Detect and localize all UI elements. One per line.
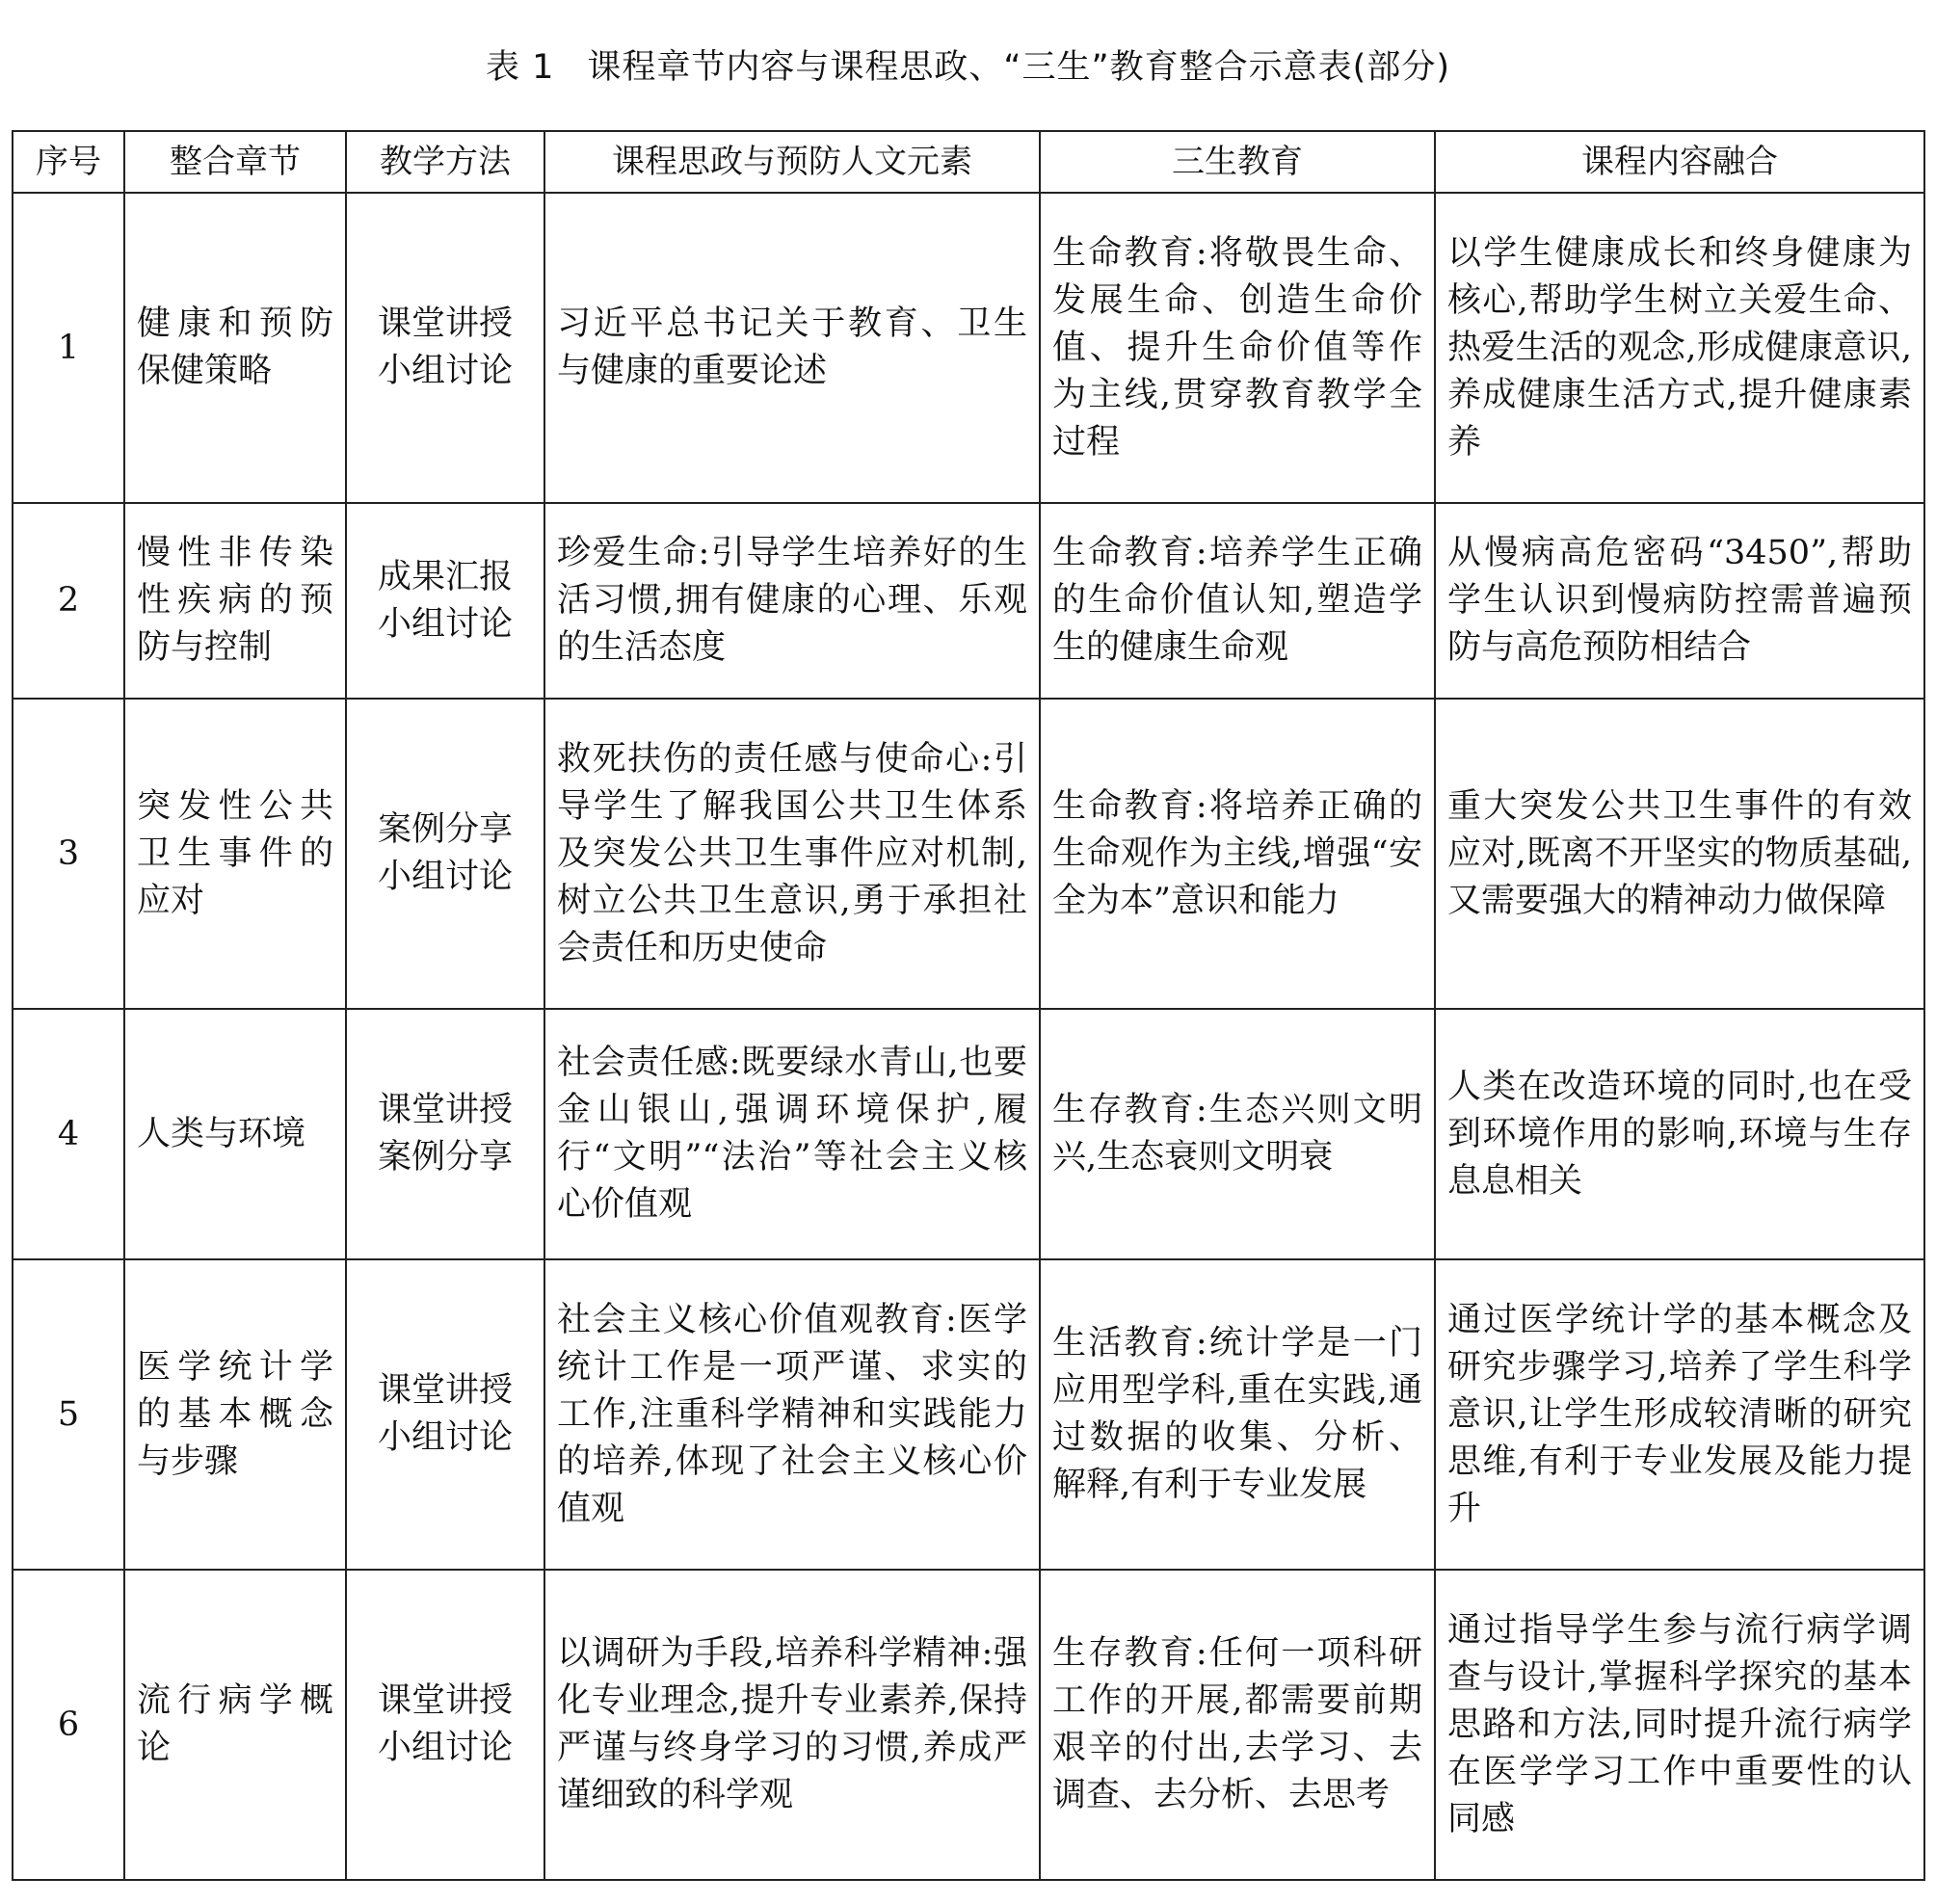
method-item: 案例分享 — [377, 810, 513, 849]
header-ideology: 课程思政与预防人文元素 — [544, 131, 1040, 193]
method-item: 案例分享 — [377, 1138, 513, 1177]
row-chapter: 人类与环境 — [124, 1009, 346, 1259]
row-method — [346, 1259, 544, 1570]
method-item: 课堂讲授 — [377, 1091, 513, 1129]
row-chapter: 医学统计学的基本概念与步骤 — [124, 1259, 346, 1570]
header-integration: 课程内容融合 — [1435, 131, 1924, 193]
method-item: 小组讨论 — [377, 604, 513, 644]
method-item: 课堂讲授 — [377, 1681, 513, 1720]
row-method — [346, 699, 544, 1009]
row-chapter: 慢性非传染性疾病的预防与控制 — [124, 503, 346, 699]
row-number: 1 — [13, 193, 124, 503]
method-item: 小组讨论 — [377, 352, 513, 390]
method-item: 成果汇报 — [377, 557, 513, 596]
method-item: 课堂讲授 — [377, 304, 513, 343]
row-integration: 从慢病高危密码“3450”,帮助学生认识到慢病防控需普遍预防与高危预防相结合 — [1435, 503, 1924, 699]
row-integration: 重大突发公共卫生事件的有效应对,既离不开坚实的物质基础,又需要强大的精神动力做保障 — [1435, 699, 1924, 1009]
row-integration: 人类在改造环境的同时,也在受到环境作用的影响,环境与生存息息相关 — [1435, 1009, 1924, 1259]
method-item: 小组讨论 — [377, 1729, 513, 1767]
row-number: 5 — [13, 1259, 124, 1570]
row-integration: 通过指导学生参与流行病学调查与设计,掌握科学探究的基本思路和方法,同时提升流行病学在医学学习工作中重要性的认同感 — [1435, 1570, 1924, 1880]
row-method — [346, 1570, 544, 1880]
row-number: 6 — [13, 1570, 124, 1880]
header-three-life: 三生教育 — [1040, 131, 1435, 193]
table-row — [13, 193, 1924, 503]
header-chapter: 整合章节 — [124, 131, 346, 193]
row-chapter: 流行病学概论 — [124, 1570, 346, 1880]
table-row — [13, 699, 1924, 1009]
table-caption — [0, 40, 1936, 89]
table-title: 课程章节内容与课程思政、“三生”教育整合示意表(部分) — [587, 48, 1450, 87]
row-three-life: 生命教育:将培养正确的生命观作为主线,增强“安全为本”意识和能力 — [1040, 699, 1435, 1009]
row-number: 2 — [13, 503, 124, 699]
table-row — [13, 1570, 1924, 1880]
header-no: 序号 — [13, 131, 124, 193]
row-chapter: 突发性公共卫生事件的应对 — [124, 699, 346, 1009]
row-integration: 通过医学统计学的基本概念及研究步骤学习,培养了学生科学意识,让学生形成较清晰的研究思维,有利于专业发展及能力提升 — [1435, 1259, 1924, 1570]
row-ideology: 社会主义核心价值观教育:医学统计工作是一项严谨、求实的工作,注重科学精神和实践能力的培养,体现了社会主义核心价值观 — [544, 1259, 1040, 1570]
method-item: 课堂讲授 — [377, 1371, 513, 1410]
row-ideology: 救死扶伤的责任感与使命心:引导学生了解我国公共卫生体系及突发公共卫生事件应对机制,树立公共卫生意识,勇于承担社会责任和历史使命 — [544, 699, 1040, 1009]
row-ideology: 社会责任感:既要绿水青山,也要金山银山,强调环境保护,履行“文明”“法治”等社会主义核心价值观 — [544, 1009, 1040, 1259]
row-three-life: 生存教育:生态兴则文明兴,生态衰则文明衰 — [1040, 1009, 1435, 1259]
header-row — [13, 131, 1924, 193]
row-three-life: 生存教育:任何一项科研工作的开展,都需要前期艰辛的付出,去学习、去调查、去分析、去思考 — [1040, 1570, 1435, 1880]
row-number: 4 — [13, 1009, 124, 1259]
method-item: 小组讨论 — [377, 858, 513, 896]
table-row — [13, 1259, 1924, 1570]
row-method — [346, 1009, 544, 1259]
row-method — [346, 193, 544, 503]
table-row — [13, 1009, 1924, 1259]
table-row — [13, 503, 1924, 699]
row-ideology: 习近平总书记关于教育、卫生与健康的重要论述 — [544, 193, 1040, 503]
method-item: 小组讨论 — [377, 1418, 513, 1457]
header-method: 教学方法 — [346, 131, 544, 193]
row-three-life: 生命教育:将敬畏生命、发展生命、创造生命价值、提升生命价值等作为主线,贯穿教育教学全过程 — [1040, 193, 1435, 503]
row-number: 3 — [13, 699, 124, 1009]
row-ideology: 珍爱生命:引导学生培养好的生活习惯,拥有健康的心理、乐观的生活态度 — [544, 503, 1040, 699]
row-integration: 以学生健康成长和终身健康为核心,帮助学生树立关爱生命、热爱生活的观念,形成健康意识,养成健康生活方式,提升健康素养 — [1435, 193, 1924, 503]
row-ideology: 以调研为手段,培养科学精神:强化专业理念,提升专业素养,保持严谨与终身学习的习惯,养成严谨细致的科学观 — [544, 1570, 1040, 1880]
row-chapter: 健康和预防保健策略 — [124, 193, 346, 503]
table-number: 表 1 — [486, 48, 555, 87]
row-method — [346, 503, 544, 699]
row-three-life: 生命教育:培养学生正确的生命价值认知,塑造学生的健康生命观 — [1040, 503, 1435, 699]
row-three-life: 生活教育:统计学是一门应用型学科,重在实践,通过数据的收集、分析、解释,有利于专业发展 — [1040, 1259, 1435, 1570]
integration-table — [12, 130, 1925, 1881]
